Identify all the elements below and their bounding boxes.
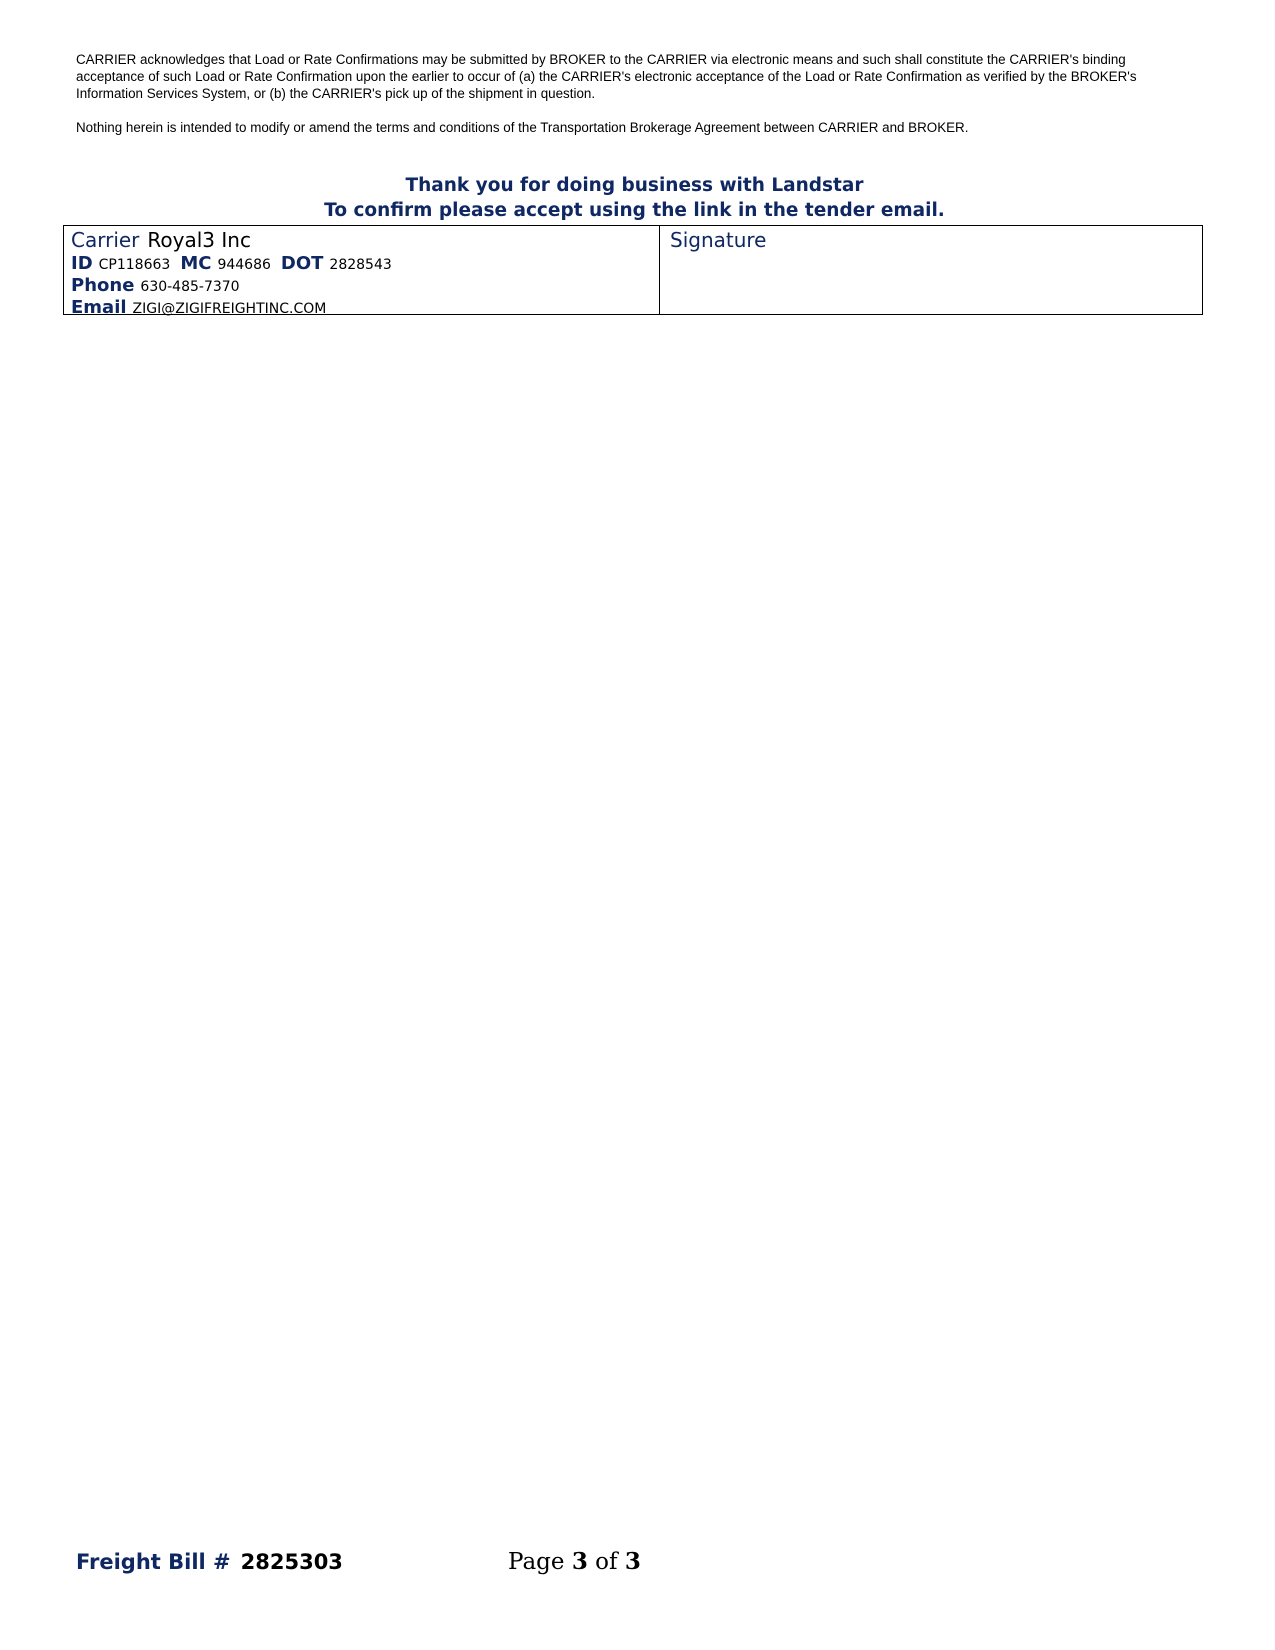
confirm-instruction-line: To confirm please accept using the link in the tender email. [324,200,945,221]
terms-paragraph-no-modification: Nothing herein is intended to modify or amend the terms and conditions of the Transportation Brokerage Agreement between CARRIER and BROKER. [76,120,969,135]
carrier-email-value: ZIGI@ZIGIFREIGHTINC.COM [132,301,327,317]
page-word: Page [508,1549,565,1575]
carrier-email-label: Email [71,297,127,318]
carrier-name: Royal3 Inc [147,228,251,252]
page-total: 3 [624,1548,641,1575]
carrier-dot-label: DOT [280,253,324,274]
freight-bill-number: 2825303 [240,1550,343,1574]
page-current: 3 [571,1548,588,1575]
thank-you-line: Thank you for doing business with Landstar [405,175,864,196]
carrier-phone-label: Phone [71,275,135,296]
carrier-email-row [71,297,659,319]
carrier-phone-row [71,275,659,297]
carrier-id-value: CP118663 [98,257,171,273]
carrier-name-row [71,228,659,253]
signature-cell[interactable] [660,226,1202,314]
terms-paragraph-electronic-acceptance: CARRIER acknowledges that Load or Rate Confirmations may be submitted by BROKER to the CARRIER via electronic means and such shall constitute the CARRIER's binding acceptance of such Load or Rate Confirmation upon the earlier to occur of (a) the CARRIER's electronic acceptance of the Load or Rate Confirmation as verified by the BROKER's Information Services System, or (b) the CARRIER's pick up of the shipment in question. [76,52,1137,101]
thank-you-message [63,173,1206,223]
signature-row [670,228,1202,253]
carrier-dot-value: 2828543 [329,257,392,273]
carrier-mc-value: 944686 [217,257,271,273]
carrier-phone-value: 630-485-7370 [140,279,240,295]
carrier-signature-table [63,225,1203,318]
terms-section [76,51,1196,136]
carrier-ids-row [71,253,659,275]
page-indicator [508,1547,641,1577]
carrier-id-label: ID [71,253,93,274]
signature-label: Signature [670,228,767,252]
freight-bill-label: Freight Bill # [76,1550,231,1574]
freight-bill-footer [76,1548,343,1576]
carrier-info-cell [64,226,660,318]
carrier-label: Carrier [71,228,140,252]
page-of-word: of [595,1549,618,1575]
carrier-mc-label: MC [180,253,212,274]
